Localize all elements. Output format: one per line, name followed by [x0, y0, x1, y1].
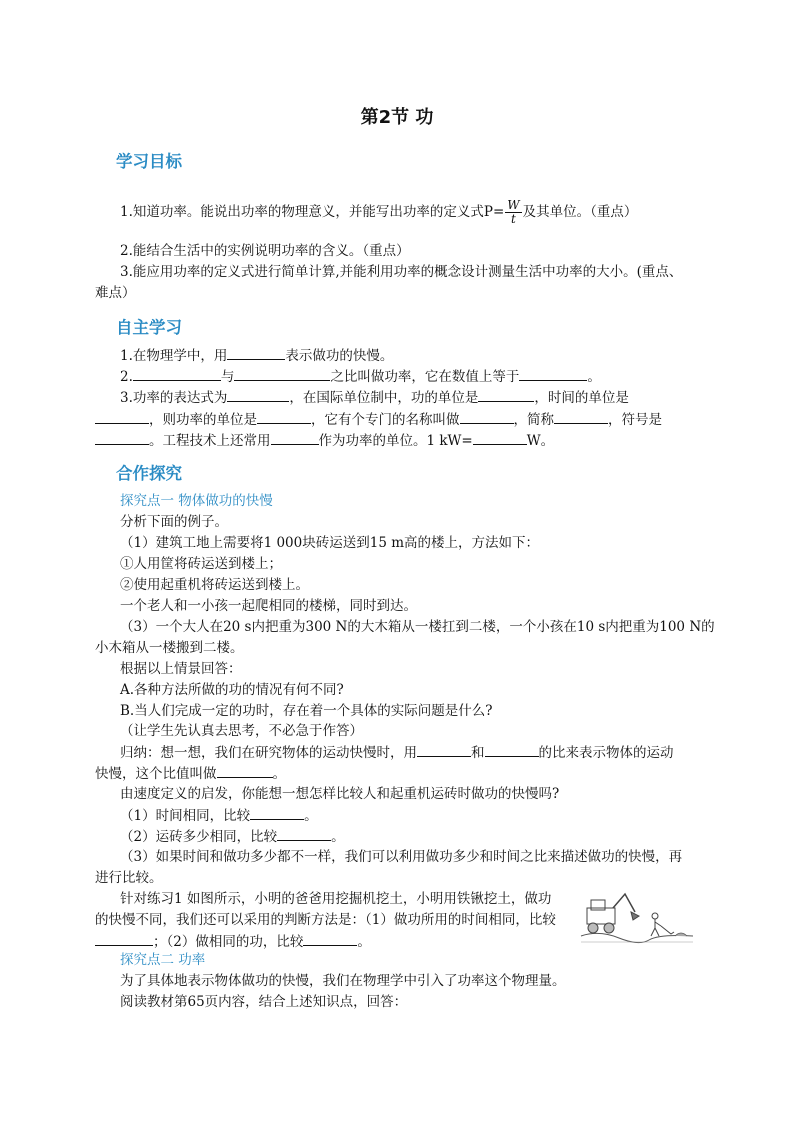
explore-summary-line-1: [120, 742, 674, 763]
explore-line: （1）建筑工地上需要将1 000块砖运送到15 m高的楼上，方法如下：: [120, 535, 540, 551]
self-study-item-3-line-1: [120, 387, 629, 408]
self-study-item-2: [120, 366, 601, 387]
blank[interactable]: [227, 387, 289, 402]
explore-question-a: A.各种方法所做的功的情况有何不同?: [120, 682, 344, 698]
text: 1.在物理学中，用: [120, 348, 228, 364]
explore-point-2-title: 探究点二 功率: [120, 952, 206, 968]
goal-1: [120, 199, 637, 226]
blank[interactable]: [519, 366, 587, 381]
explore-line: 为了具体地表示物体做功的快慢，我们在物理学中引入了功率这个物理量。: [120, 973, 566, 989]
power-formula-fraction: [505, 199, 521, 226]
explore-line: 由速度定义的启发，你能想一想怎样比较人和起重机运砖时做功的快慢吗?: [120, 786, 560, 802]
explore-point-1-title: 探究点一 物体做功的快慢: [120, 493, 273, 509]
text: 。: [272, 766, 286, 782]
explore-compare-2: [120, 826, 345, 847]
text: 2.: [120, 369, 133, 385]
blank[interactable]: [217, 763, 273, 778]
text: 。: [357, 934, 371, 950]
explore-line: ①人用筐将砖运送到楼上；: [120, 556, 282, 572]
text: 3.功率的表达式为: [120, 390, 228, 406]
explore-line: ②使用起重机将砖运送到楼上。: [120, 577, 309, 593]
blank[interactable]: [478, 387, 534, 402]
text: ；（2）做相同的功，比较: [153, 934, 304, 950]
goal-1-suffix: 及其单位。（重点）: [522, 204, 638, 220]
blank[interactable]: [271, 430, 319, 445]
explore-line: 根据以上情景回答：: [120, 661, 242, 677]
text: 和: [471, 745, 485, 761]
text: （1）时间相同，比较: [120, 808, 251, 824]
fraction-numerator: W: [507, 198, 520, 212]
explore-summary-line-2: [95, 763, 286, 784]
explore-line: 小木箱从一楼搬到二楼。: [95, 640, 244, 656]
text: 与: [220, 369, 235, 385]
text: ，简称: [513, 412, 554, 428]
text: 。: [304, 808, 318, 824]
exercise-1-line-3: [95, 931, 371, 952]
explore-line: 分析下面的例子。: [120, 514, 228, 530]
section-heading-goals: 学习目标: [116, 152, 182, 171]
blank[interactable]: [95, 430, 149, 445]
blank[interactable]: [95, 409, 149, 424]
excavator-digging-illustration: [579, 886, 695, 948]
explore-compare-3-line-1: （3）如果时间和做功多少都不一样，我们可以利用做功多少和时间之比来描述做功的快慢，再: [120, 849, 683, 865]
text: 快慢，这个比值叫做: [95, 766, 217, 782]
self-study-item-3-line-2: [95, 409, 662, 430]
blank[interactable]: [227, 345, 285, 360]
text: ，符号是: [608, 412, 662, 428]
goal-3-line-1: 3.能应用功率的定义式进行简单计算,并能利用功率的概念设计测量生活中功率的大小。(重点、: [120, 264, 683, 280]
self-study-item-3-line-3: [95, 430, 554, 451]
text: 。: [587, 369, 601, 385]
blank[interactable]: [133, 366, 221, 381]
text: ，则功率的单位是: [149, 412, 257, 428]
blank[interactable]: [257, 409, 311, 424]
text: 之比叫做功率，它在数值上等于: [330, 369, 520, 385]
text: ，时间的单位是: [534, 390, 629, 406]
text: 的比来表示物体的运动: [538, 745, 674, 761]
page-title: 第2节 功: [360, 107, 434, 128]
text: 。工程技术上还常用: [149, 433, 271, 449]
text: 作为功率的单位。1 kW=: [318, 433, 473, 449]
explore-line: 阅读教材第65页内容，结合上述知识点，回答：: [120, 994, 408, 1010]
blank[interactable]: [303, 931, 357, 946]
section-heading-self-study: 自主学习: [116, 318, 182, 337]
blank[interactable]: [485, 742, 539, 757]
explore-compare-1: [120, 805, 318, 826]
exercise-1-line-2: 的快慢不同，我们还可以采用的判断方法是：（1）做功所用的时间相同，比较: [95, 912, 556, 928]
blank[interactable]: [554, 409, 608, 424]
exercise-1-line-1: 针对练习1 如图所示，小明的爸爸用挖掘机挖土，小明用铁锹挖土，做功: [120, 891, 552, 907]
explore-compare-3-line-2: 进行比较。: [95, 870, 163, 886]
section-heading-explore: 合作探究: [116, 464, 182, 483]
self-study-item-1: [120, 345, 393, 366]
blank[interactable]: [473, 430, 527, 445]
goal-1-text: 1.知道功率。能说出功率的物理意义，并能写出功率的定义式P=: [120, 204, 505, 220]
text: W。: [526, 433, 555, 449]
fraction-denominator: t: [511, 212, 516, 226]
goal-2: 2.能结合生活中的实例说明功率的含义。（重点）: [120, 243, 410, 259]
explore-question-b: B.当人们完成一定的功时，存在着一个具体的实际问题是什么?: [120, 703, 493, 719]
explore-line: （3）一个大人在20 s内把重为300 N的大木箱从一楼扛到二楼，一个小孩在10 s内把重为100 N的: [120, 619, 715, 635]
text: ，在国际单位制中，功的单位是: [289, 390, 479, 406]
text: ，它有个专门的名称叫做: [311, 412, 460, 428]
text: 。: [331, 829, 345, 845]
explore-note: （让学生先认真去思考，不必急于作答）: [120, 723, 363, 739]
blank[interactable]: [460, 409, 514, 424]
blank[interactable]: [277, 826, 331, 841]
explore-line: 一个老人和一小孩一起爬相同的楼梯，同时到达。: [120, 598, 417, 614]
text: 归纳：想一想，我们在研究物体的运动快慢时，用: [120, 745, 417, 761]
blank[interactable]: [95, 931, 153, 946]
blank[interactable]: [250, 805, 304, 820]
text: （2）运砖多少相同，比较: [120, 829, 278, 845]
text: 表示做功的快慢。: [285, 348, 394, 364]
goal-3-line-2: 难点）: [95, 285, 136, 301]
blank[interactable]: [234, 366, 330, 381]
blank[interactable]: [417, 742, 471, 757]
